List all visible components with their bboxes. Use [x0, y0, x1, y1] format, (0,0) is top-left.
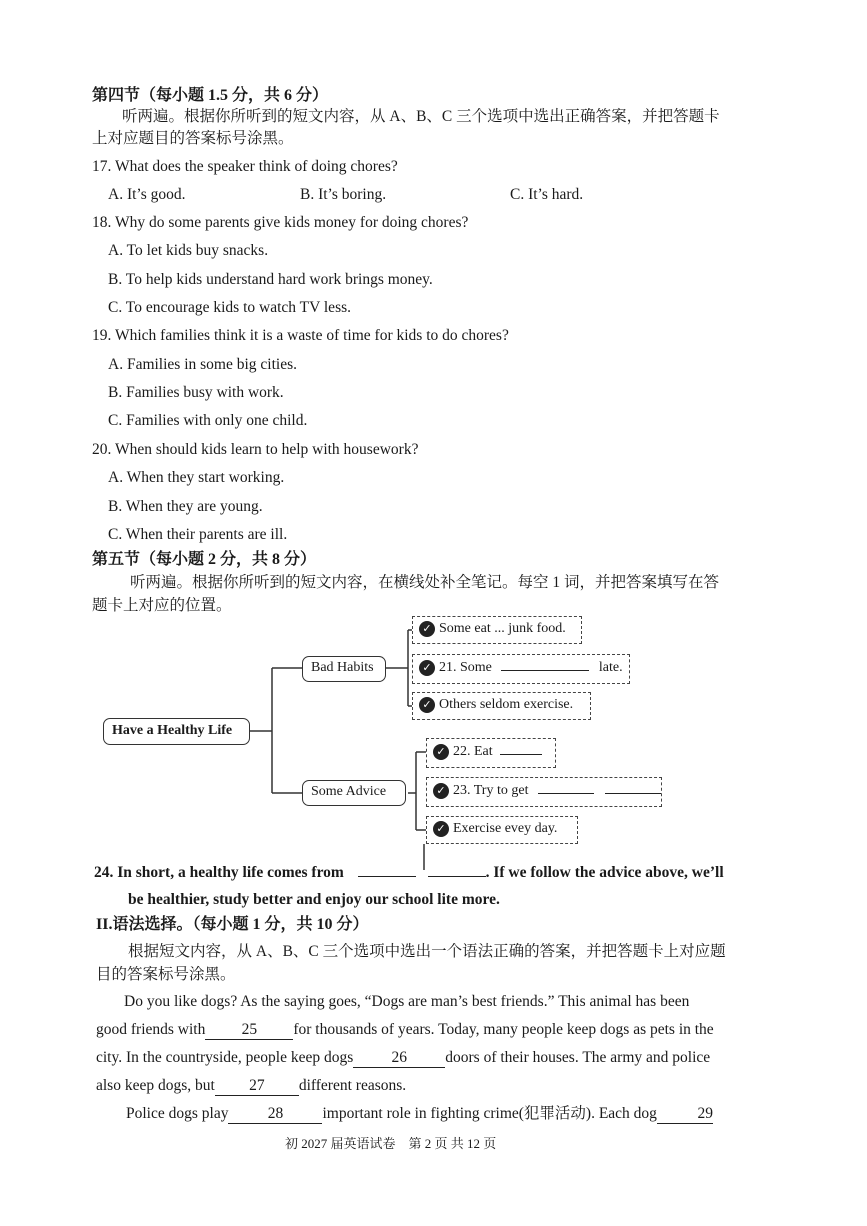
mindmap-root: Have a Healthy Life — [103, 718, 250, 745]
passage-text: for thousands of years. Today, many people keep dogs as pets in the — [293, 1021, 714, 1038]
mindmap-leaf-23 — [426, 777, 662, 807]
question-17-option-b: B. It’s boring. — [300, 186, 387, 203]
passage-line-2 — [96, 1020, 714, 1040]
section-ii-instruction-line2: 目的答案标号涂黑。 — [96, 966, 236, 983]
question-20: 20. When should kids learn to help with housework? — [92, 441, 419, 458]
question-24 — [94, 862, 724, 883]
section-ii-instruction-line1: 根据短文内容，从 A、B、C 三个选项中选出一个语法正确的答案，并把答题卡上对应题 — [128, 943, 726, 960]
leaf-text: 22. Eat — [453, 744, 493, 759]
leaf-text: Some eat ... junk food. — [439, 621, 566, 636]
check-circle-icon: ✓ — [419, 697, 435, 713]
passage-text: different reasons. — [298, 1077, 407, 1094]
mindmap-branch-some-advice: Some Advice — [302, 780, 406, 806]
leaf-text: Others seldom exercise. — [439, 697, 574, 712]
answer-blank-24a — [358, 862, 416, 877]
question-18-option-a: A. To let kids buy snacks. — [108, 242, 269, 259]
leaf-text: 21. Some — [439, 660, 492, 675]
answer-blank-24b — [428, 862, 486, 877]
passage-text: also keep dogs, but — [96, 1077, 215, 1094]
passage-text: good friends with — [96, 1021, 206, 1038]
question-19-option-a: A. Families in some big cities. — [108, 356, 297, 373]
section-ii-title: II.语法选择。（每小题 1 分，共 10 分） — [96, 916, 369, 933]
section-4-instruction-line1: 听两遍。根据你所听到的短文内容，从 A、B、C 三个选项中选出正确答案，并把答题卡 — [122, 108, 720, 125]
question-20-option-b: B. When they are young. — [108, 498, 263, 515]
passage-line-5 — [126, 1104, 713, 1124]
passage-text: important role in fighting crime(犯罪活动). Each dog — [322, 1105, 657, 1122]
section-5-instruction-line2: 题卡上对应的位置。 — [92, 597, 232, 614]
check-circle-icon: ✓ — [433, 821, 449, 837]
question-19-option-c: C. Families with only one child. — [108, 412, 308, 429]
question-18-option-b: B. To help kids understand hard work brings money. — [108, 271, 433, 288]
passage-text: Police dogs play — [126, 1105, 229, 1122]
answer-blank-23a — [538, 779, 594, 794]
mindmap-leaf-exercise-daily — [426, 816, 578, 844]
question-18: 18. Why do some parents give kids money for doing chores? — [92, 214, 469, 231]
passage-text: doors of their houses. The army and police — [445, 1049, 711, 1066]
mindmap-branch-bad-habits: Bad Habits — [302, 656, 386, 682]
check-circle-icon: ✓ — [433, 744, 449, 760]
question-17-option-a: A. It’s good. — [108, 186, 186, 203]
question-20-option-a: A. When they start working. — [108, 469, 285, 486]
mindmap-leaf-exercise — [412, 692, 591, 720]
blank-29: 29 — [657, 1105, 713, 1124]
mindmap-leaf-21 — [412, 654, 630, 684]
leaf-text: 23. Try to get — [453, 783, 529, 798]
leaf-text-suffix: late. — [598, 660, 623, 675]
blank-25: 25 — [205, 1021, 293, 1040]
blank-27: 27 — [215, 1077, 299, 1096]
check-circle-icon: ✓ — [433, 783, 449, 799]
page-footer: 初 2027 届英语试卷 第 2 页 共 12 页 — [285, 1136, 497, 1151]
answer-blank-22 — [500, 740, 542, 755]
question-24-line2: be healthier, study better and enjoy our school lite more. — [128, 891, 500, 908]
question-19-option-b: B. Families busy with work. — [108, 384, 284, 401]
mindmap-leaf-junk-food — [412, 616, 582, 644]
check-circle-icon: ✓ — [419, 621, 435, 637]
passage-line-4 — [96, 1076, 406, 1096]
section-4-title: 第四节（每小题 1.5 分，共 6 分） — [92, 87, 329, 104]
question-18-option-c: C. To encourage kids to watch TV less. — [108, 299, 352, 316]
passage-text: city. In the countryside, people keep dogs — [96, 1049, 354, 1066]
section-4-instruction-line2: 上对应题目的答案标号涂黑。 — [92, 130, 294, 147]
question-19: 19. Which families think it is a waste of time for kids to do chores? — [92, 327, 509, 344]
answer-blank-21 — [501, 656, 589, 671]
passage-line-1: Do you like dogs? As the saying goes, “Dogs are man’s best friends.” This animal has been — [124, 993, 690, 1010]
question-17-option-c: C. It’s hard. — [510, 186, 584, 203]
blank-26: 26 — [353, 1049, 445, 1068]
question-24-text: 24. In short, a healthy life comes from — [94, 864, 344, 881]
passage-line-3 — [96, 1048, 710, 1068]
question-24-text-cont: . If we follow the advice above, we’ll — [485, 864, 724, 881]
leaf-text: Exercise evey day. — [453, 821, 558, 836]
question-17: 17. What does the speaker think of doing chores? — [92, 158, 398, 175]
blank-28: 28 — [228, 1105, 322, 1124]
section-5-title: 第五节（每小题 2 分，共 8 分） — [92, 551, 317, 568]
check-circle-icon: ✓ — [419, 660, 435, 676]
answer-blank-23b — [605, 779, 661, 794]
question-20-option-c: C. When their parents are ill. — [108, 526, 288, 543]
section-5-instruction-line1: 听两遍。根据你所听到的短文内容，在横线处补全笔记。每空 1 词，并把答案填写在答 — [130, 574, 720, 591]
mindmap-leaf-22 — [426, 738, 556, 768]
